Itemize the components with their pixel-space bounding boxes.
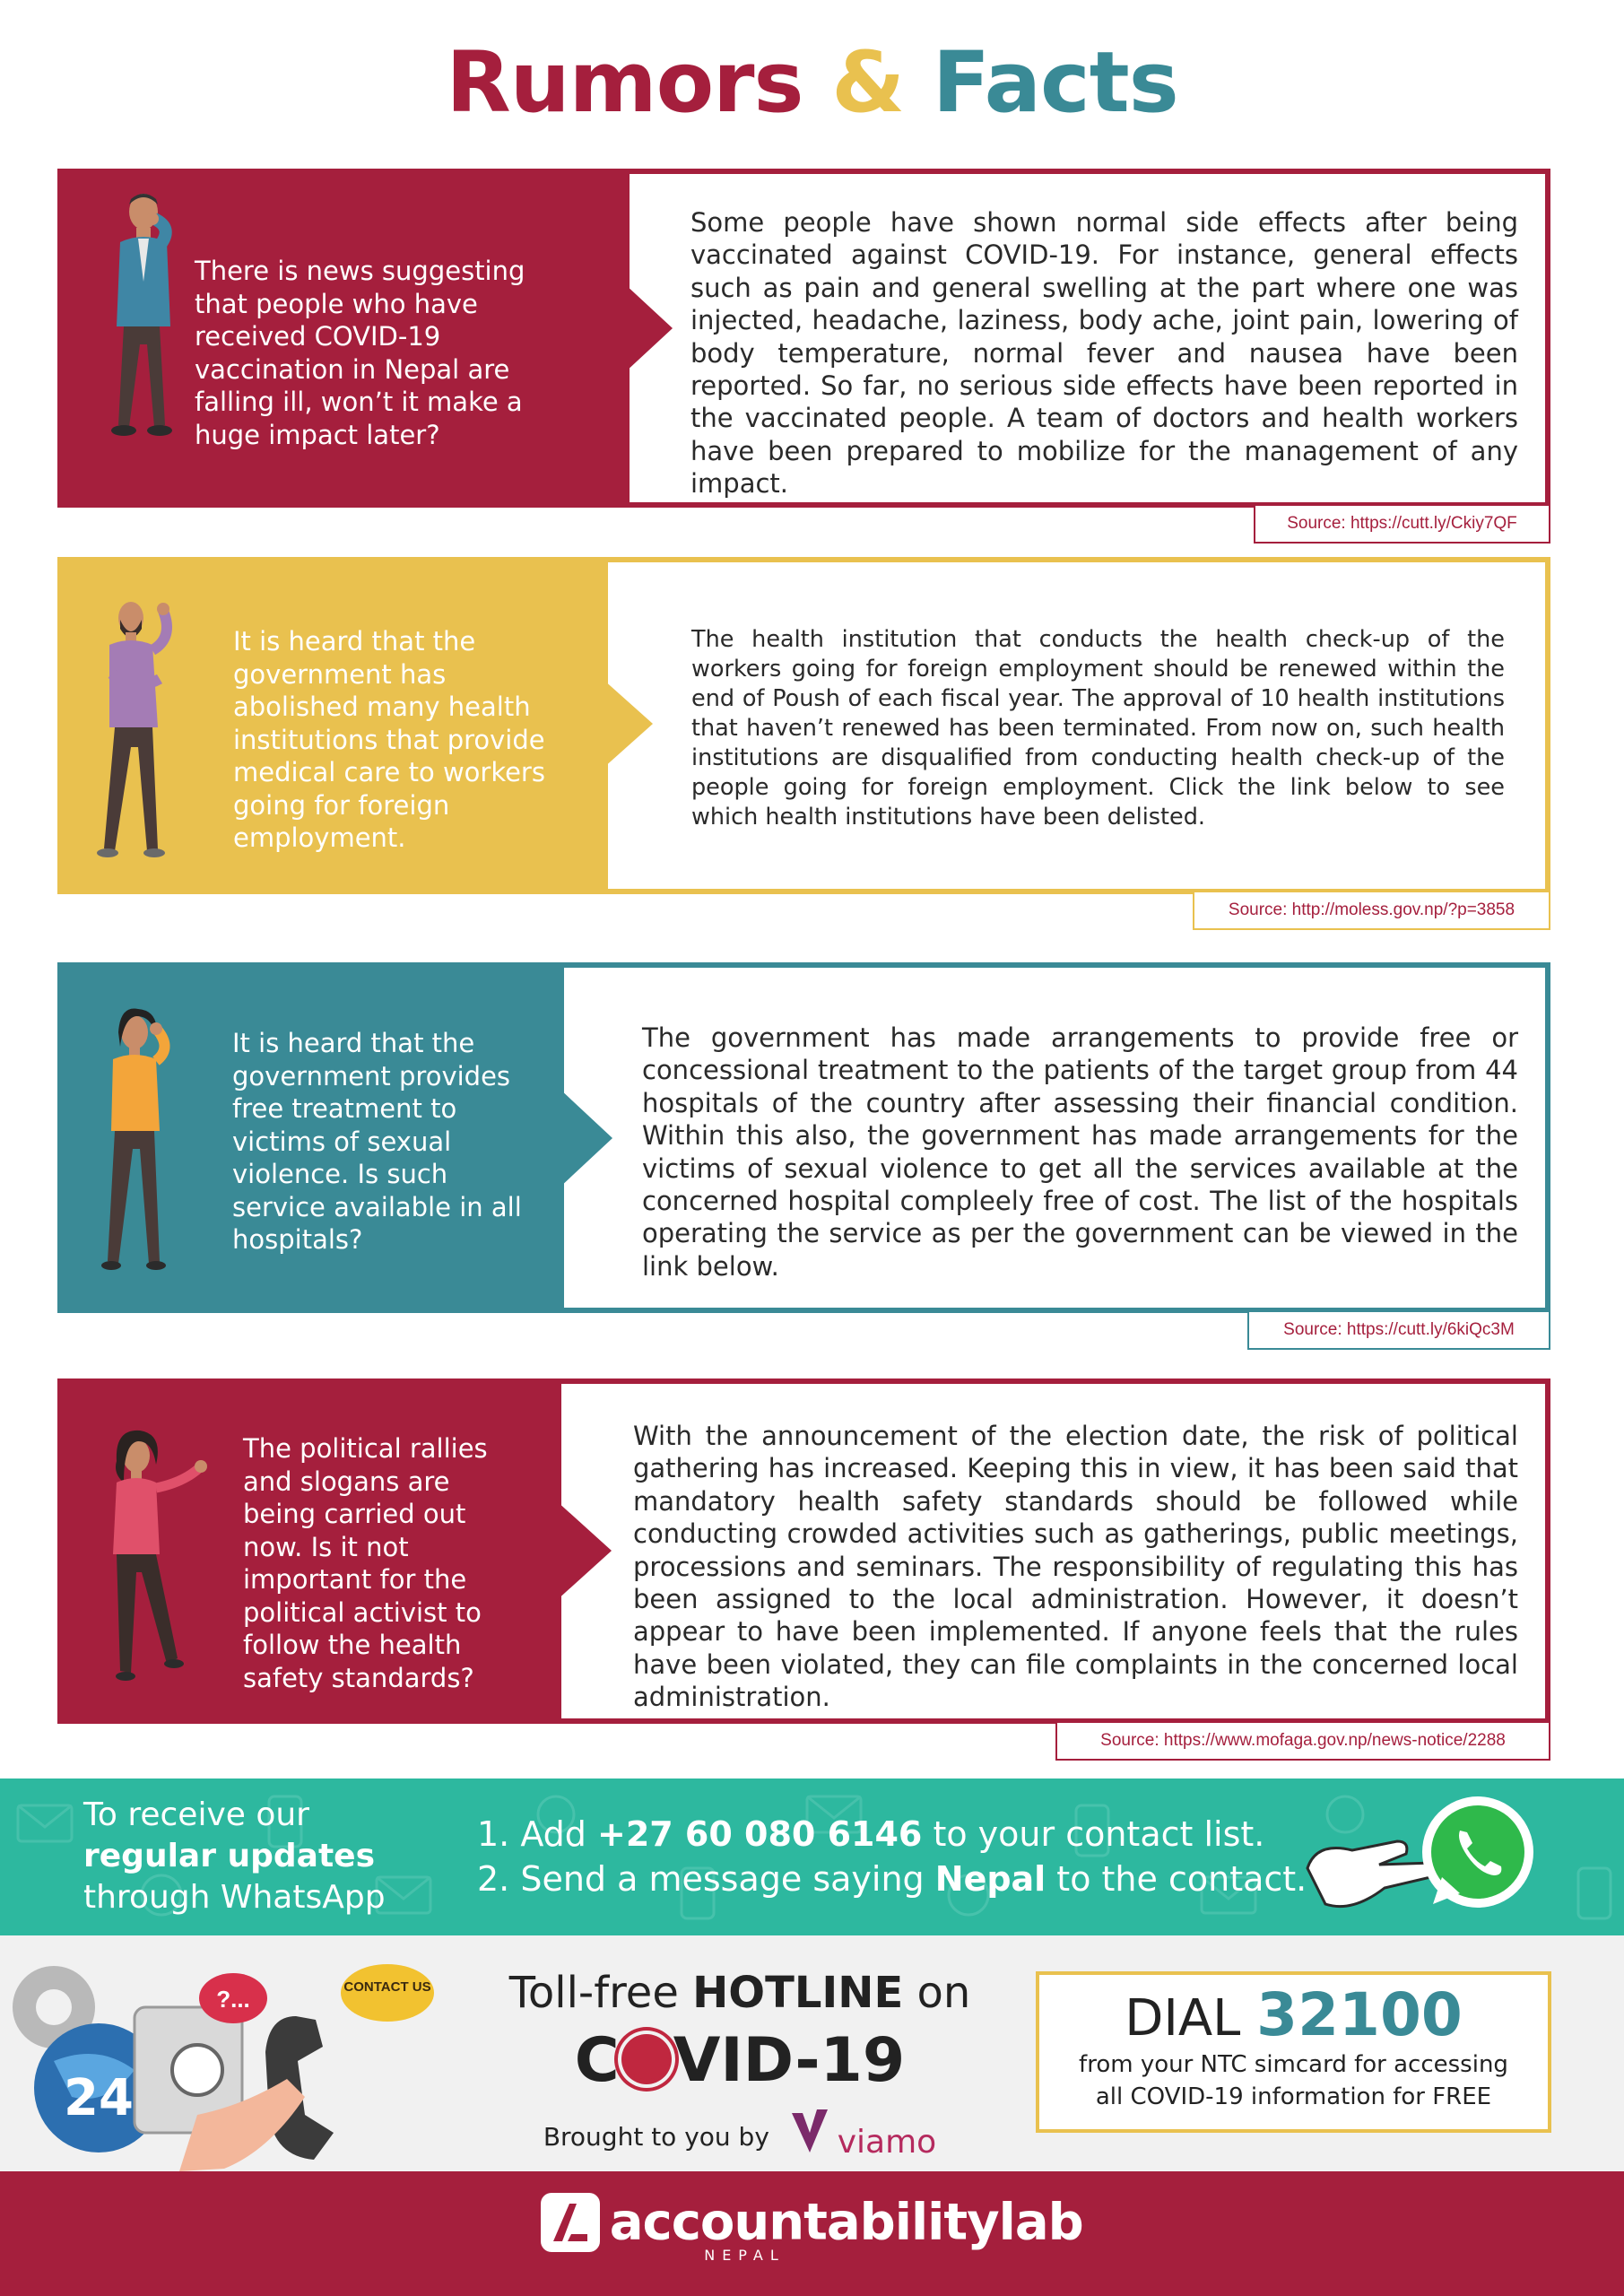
rumor-text: It is heard that the government has abolished many health institutions that provide medical care to workers going for foreign employment. bbox=[233, 626, 545, 853]
contact-us-illustration bbox=[0, 1953, 448, 2171]
whatsapp-lead bbox=[83, 1795, 386, 1918]
hotline-title: Toll-free HOTLINE on bbox=[508, 1968, 971, 2018]
lead-line-2: regular updates bbox=[83, 1838, 376, 1874]
rumor-text: The political rallies and slogans are being carried out now. Is it not important for the political activist to follow the health safety standards? bbox=[243, 1433, 488, 1693]
source-link-1[interactable]: Source: https://cutt.ly/Ckiy7QF bbox=[1254, 506, 1550, 544]
title-rumors: Rumors bbox=[446, 34, 803, 132]
rumor-card-4 bbox=[57, 1378, 1550, 1724]
step-1: 1. Add +27 60 080 6146 to your contact list. bbox=[477, 1814, 1265, 1854]
question-bubble: ?... bbox=[216, 1986, 250, 2013]
dial-info-2: all COVID-19 information for FREE bbox=[1095, 2083, 1492, 2110]
lead-line-1: To receive our bbox=[83, 1796, 309, 1833]
whatsapp-band bbox=[0, 1779, 1624, 1935]
lead-line-3: through WhatsApp bbox=[83, 1879, 386, 1916]
title-facts: Facts bbox=[932, 34, 1178, 132]
fact-text: The health institution that conducts the health check-up of the workers going for foreign employment should be renewed within the end of Poush of each fiscal year. The approval of 10 health institutions that haven’t renewed has been terminated. From now on, such health institutions are disqualified from conducting health check-up of the people going for foreign employment. Click the link below to see which health institutions have been delisted. bbox=[691, 626, 1505, 831]
hotline-band bbox=[0, 1935, 1624, 2171]
arrow-point bbox=[603, 679, 653, 769]
whatsapp-icon bbox=[1298, 1787, 1541, 1931]
covid-19-wordmark: C VID-19 bbox=[574, 2025, 906, 2096]
fact-text: Some people have shown normal side effects after being vaccinated against COVID-19. For instance, general effects such as pain and general swelling at the part where one was injected, headache, laziness, body ache, joint pain, lowering of body temperature, normal fever and nausea have been reported. So far, no serious side effects have been reported in the vaccinated people. A team of doctors and health workers have been prepared to mobilize for the management of any impact. bbox=[690, 207, 1518, 500]
viamo-mark-icon bbox=[790, 2108, 829, 2158]
lab-mark-glyph bbox=[541, 2193, 600, 2252]
fact-text: The government has made arrangements to provide free or concessional treatment to the patients of the target group from 44 hospitals of the country after assessing their financial condition. Within this also, the government has made arrangements for the victims of sexual violence to get all the services available at the concerned hospital compleely free of cost. The list of the hospitals operating the service as per the government can be viewed in the link below. bbox=[642, 1022, 1518, 1282]
fact-text: With the announcement of the election date, the risk of political gathering has increased. Keeping this in view, it has been said that mandatory health safety standards should be followed while conducting crowded activities such as gatherings, public meetings, processions and seminars. The responsibility of regulating this has been assigned to the local administration. However, it doesn’t appear to have been implemented. If anyone feels that the rules have been violated, they can file complaints in the concerned local administration. bbox=[633, 1421, 1518, 1713]
rumor-text: It is heard that the government provides free treatment to victims of sexual violence. Is such service available in all hospitals? bbox=[232, 1028, 522, 1255]
rumor-card-3 bbox=[57, 962, 1550, 1313]
lab-mark-icon bbox=[541, 2193, 600, 2252]
virus-icon bbox=[621, 2034, 672, 2084]
rumor-text: There is news suggesting that people who have received COVID-19 vaccination in Nepal are falling ill, won’t it make a huge impact later? bbox=[195, 256, 525, 450]
dial-line: DIAL 32100 bbox=[1125, 1980, 1463, 2049]
rumor-card-2 bbox=[57, 557, 1550, 894]
dial-info-1: from your NTC simcard for accessing bbox=[1079, 2051, 1508, 2078]
contact-us-bubble: CONTACT US bbox=[343, 1979, 431, 1995]
page-title bbox=[0, 34, 1624, 132]
footer bbox=[0, 2171, 1624, 2296]
stressed-woman-illustration bbox=[84, 1429, 219, 1689]
step-2: 2. Send a message saying Nepal to the contact. bbox=[477, 1859, 1307, 1899]
whatsapp-number[interactable]: +27 60 080 6146 bbox=[596, 1814, 923, 1854]
dial-box bbox=[1036, 1971, 1551, 2133]
arrow-point bbox=[559, 1088, 612, 1188]
source-link-4[interactable]: Source: https://www.mofaga.gov.np/news-notice/2288 bbox=[1055, 1723, 1550, 1761]
source-link-3[interactable]: Source: https://cutt.ly/6kiQc3M bbox=[1247, 1312, 1550, 1350]
accountability-lab-logo bbox=[0, 2193, 1624, 2264]
brand-name: accountabilitylab bbox=[609, 2193, 1083, 2252]
rumor-card-1 bbox=[57, 169, 1550, 508]
brand-sub: NEPAL bbox=[704, 2247, 786, 2264]
title-ampersand: & bbox=[831, 34, 905, 132]
24-hour-badge: 24 bbox=[64, 2069, 134, 2127]
keyword: Nepal bbox=[934, 1859, 1046, 1899]
viamo-logo: viamo bbox=[790, 2108, 936, 2161]
worried-woman-illustration bbox=[84, 1005, 192, 1274]
dial-number[interactable]: 32100 bbox=[1256, 1980, 1463, 2049]
brought-by: Brought to you by viamo bbox=[448, 2108, 1031, 2161]
whatsapp-steps bbox=[477, 1812, 1307, 1901]
source-link-2[interactable]: Source: http://moless.gov.np/?p=3858 bbox=[1193, 892, 1550, 930]
arrow-point bbox=[556, 1500, 612, 1601]
arrow-point bbox=[624, 283, 673, 373]
worried-man-illustration bbox=[88, 192, 195, 443]
bearded-man-illustration bbox=[84, 593, 192, 862]
